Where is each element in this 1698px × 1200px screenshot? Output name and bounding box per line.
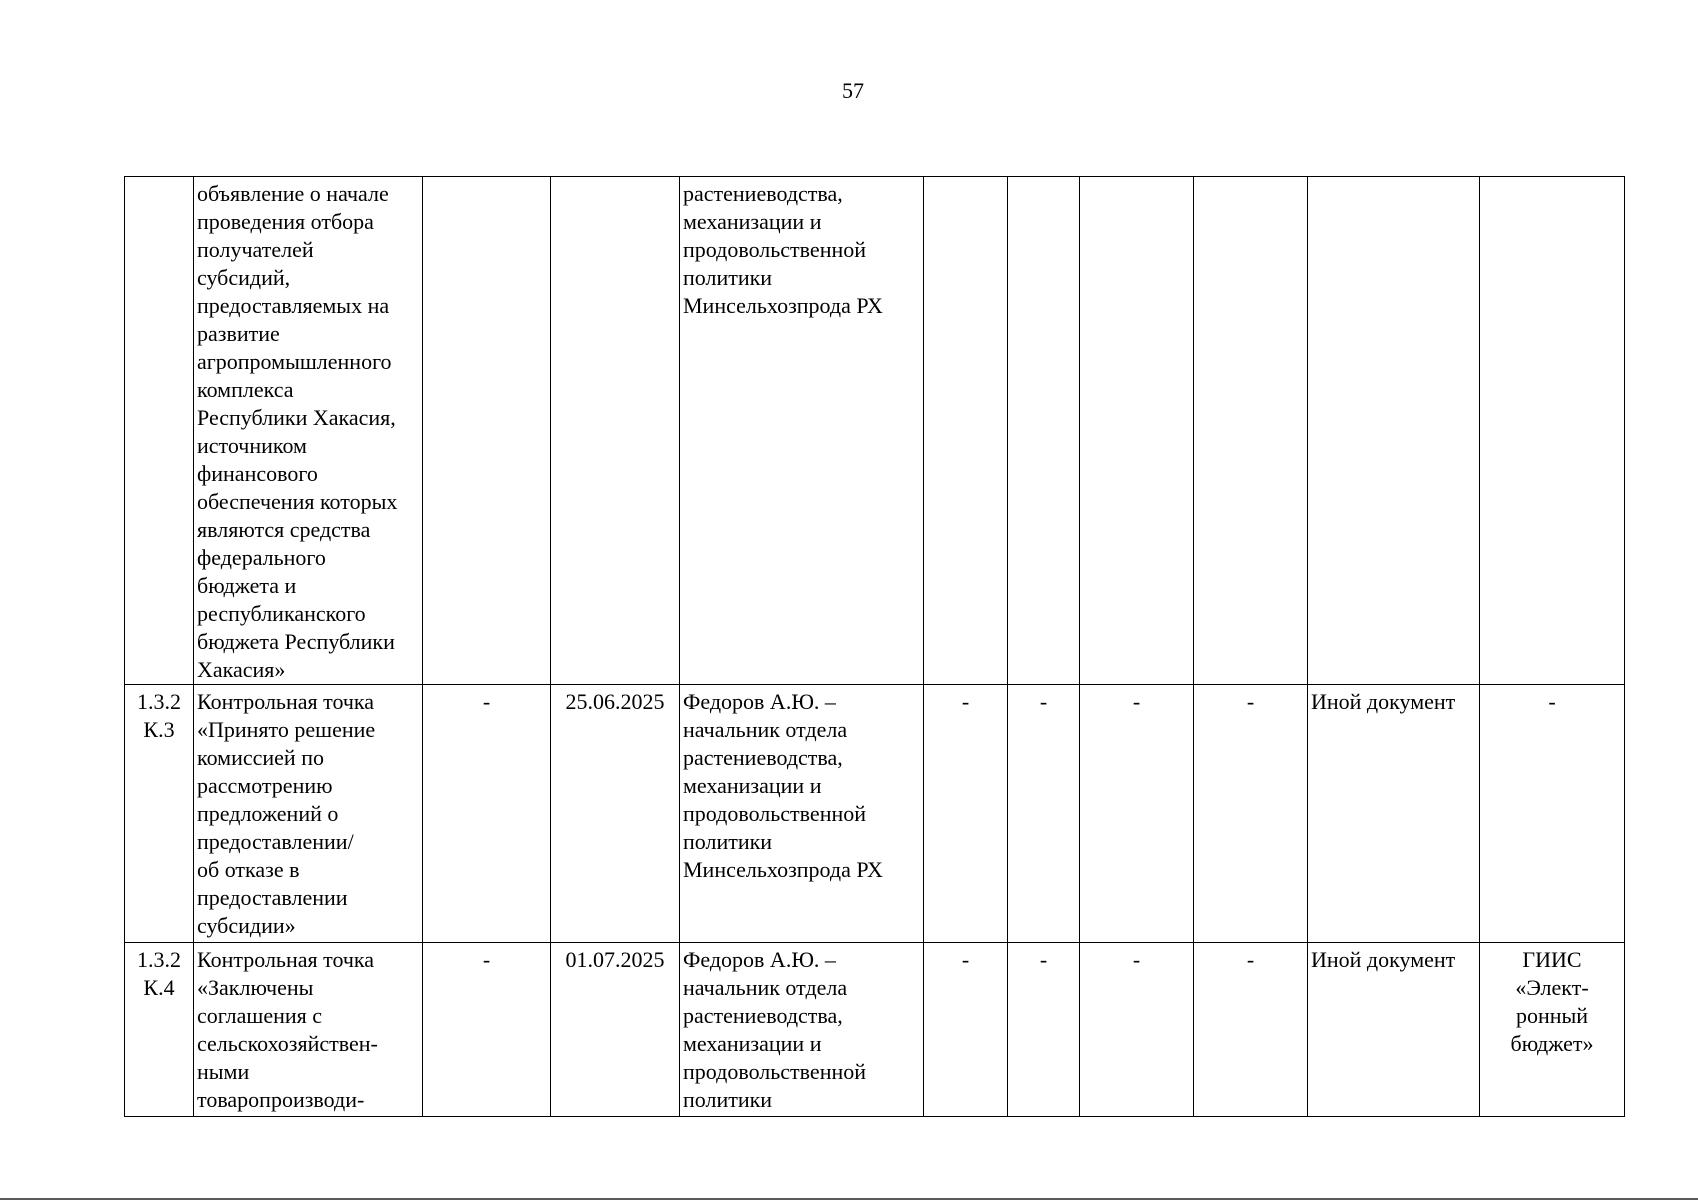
cell-start-date-text: - — [482, 689, 491, 714]
cell-responsible-line: политики — [683, 829, 773, 854]
cell-event-name-line: объявление о начале — [197, 181, 389, 206]
cell-event-name-line: предложений о — [197, 801, 339, 826]
cell-col6 — [924, 943, 1008, 1117]
cell-end-date — [551, 177, 680, 685]
table-row — [125, 177, 1625, 685]
cell-responsible-line: механизации и — [683, 773, 822, 798]
cell-col9 — [1194, 177, 1308, 685]
cell-information-system — [1480, 943, 1625, 1117]
cell-document-type — [1308, 177, 1480, 685]
cell-event-name-line: «Принято решение — [197, 717, 376, 742]
cell-number-line: 1.3.2 — [137, 947, 181, 972]
cell-start-date-text: - — [482, 947, 491, 972]
cell-responsible-line: начальник отдела — [683, 975, 848, 1000]
cell-col8-text: - — [1132, 689, 1141, 714]
cell-responsible-line: продовольственной — [683, 237, 867, 262]
cell-document-type-text: Иной документ — [1311, 947, 1456, 972]
plan-table — [124, 176, 1625, 1117]
cell-event-name-line: Контрольная точка — [197, 689, 375, 714]
cell-col7 — [1008, 685, 1080, 943]
cell-event-name-line: комплекса — [197, 377, 294, 402]
cell-col7 — [1008, 177, 1080, 685]
cell-col6-text: - — [961, 689, 970, 714]
cell-event-name-line: товаропроизводи- — [197, 1087, 365, 1112]
cell-event-name-line: источником — [197, 433, 307, 458]
cell-col7-text: - — [1039, 947, 1048, 972]
cell-event-name-line: получателей — [197, 237, 314, 262]
cell-event-name-line: комиссией по — [197, 745, 324, 770]
cell-start-date — [423, 177, 551, 685]
cell-event-name — [194, 685, 423, 943]
cell-col6 — [924, 685, 1008, 943]
cell-end-date — [551, 685, 680, 943]
cell-col8 — [1080, 177, 1194, 685]
cell-event-name-line: об отказе в — [197, 857, 300, 882]
cell-start-date — [423, 943, 551, 1117]
cell-responsible-line: Федоров А.Ю. – — [683, 947, 836, 972]
cell-col8 — [1080, 685, 1194, 943]
cell-event-name-line: ными — [197, 1059, 250, 1084]
cell-col9-text: - — [1246, 689, 1255, 714]
cell-event-name-line: республиканского — [197, 601, 366, 626]
cell-event-name-line: являются средства — [197, 517, 371, 542]
cell-event-name-line: финансового — [197, 461, 318, 486]
cell-event-name-line: Хакасия» — [197, 657, 286, 682]
cell-responsible-line: политики — [683, 265, 773, 290]
cell-responsible-line: Минсельхозпрода РХ — [683, 857, 883, 882]
cell-event-name-line: предоставляемых на — [197, 293, 390, 318]
cell-responsible-line: политики — [683, 1087, 773, 1112]
cell-responsible-line: начальник отдела — [683, 717, 848, 742]
cell-end-date-text: 25.06.2025 — [565, 689, 665, 714]
cell-event-name-line: Республики Хакасия, — [197, 405, 396, 430]
cell-responsible-line: растениеводства, — [683, 181, 843, 206]
cell-event-name-line: федерального — [197, 545, 326, 570]
cell-col8-text: - — [1132, 947, 1141, 972]
cell-event-name — [194, 177, 423, 685]
cell-col7 — [1008, 943, 1080, 1117]
cell-event-name-line: предоставлении — [197, 885, 348, 910]
cell-responsible-line: Федоров А.Ю. – — [683, 689, 836, 714]
cell-event-name-line: сельскохозяйствен- — [197, 1031, 378, 1056]
cell-number — [125, 177, 194, 685]
cell-event-name-line: бюджета и — [197, 573, 297, 598]
cell-responsible — [680, 943, 924, 1117]
cell-document-type — [1308, 685, 1480, 943]
cell-information-system-line: ГИИС — [1522, 947, 1582, 972]
cell-responsible — [680, 177, 924, 685]
cell-event-name-line: субсидий, — [197, 265, 291, 290]
cell-information-system — [1480, 685, 1625, 943]
table-row — [125, 943, 1625, 1117]
cell-responsible-line: механизации и — [683, 1031, 822, 1056]
cell-number-line: 1.3.2 — [137, 689, 181, 714]
page-number: 57 — [842, 78, 864, 103]
cell-responsible-line: продовольственной — [683, 801, 867, 826]
cell-event-name-line: «Заключены — [197, 975, 314, 1000]
cell-number-line: К.3 — [143, 717, 175, 742]
cell-number — [125, 685, 194, 943]
cell-event-name-line: предоставлении/ — [197, 829, 354, 854]
cell-col9-text: - — [1246, 947, 1255, 972]
cell-event-name-line: проведения отбора — [197, 209, 374, 234]
cell-number — [125, 943, 194, 1117]
cell-information-system — [1480, 177, 1625, 685]
cell-responsible-line: механизации и — [683, 209, 822, 234]
cell-responsible-line: продовольственной — [683, 1059, 867, 1084]
cell-col8 — [1080, 943, 1194, 1117]
cell-col6 — [924, 177, 1008, 685]
cell-document-type-text: Иной документ — [1311, 689, 1456, 714]
cell-event-name-line: развитие — [197, 321, 280, 346]
cell-event-name-line: рассмотрению — [197, 773, 333, 798]
cell-event-name — [194, 943, 423, 1117]
cell-col7-text: - — [1039, 689, 1048, 714]
cell-number-line: К.4 — [143, 975, 175, 1000]
cell-col6-text: - — [961, 947, 970, 972]
cell-information-system-line: «Элект- — [1515, 975, 1589, 1000]
cell-event-name-line: соглашения с — [197, 1003, 323, 1028]
cell-information-system-line: ронный — [1515, 1003, 1589, 1028]
cell-event-name-line: субсидии» — [197, 913, 296, 938]
cell-event-name-line: агропромышленного — [197, 349, 392, 374]
cell-event-name-line: обеспечения которых — [197, 489, 398, 514]
cell-responsible-line: растениеводства, — [683, 745, 843, 770]
cell-col9 — [1194, 685, 1308, 943]
cell-responsible-line: растениеводства, — [683, 1003, 843, 1028]
cell-information-system-line: - — [1548, 689, 1556, 714]
cell-responsible-line: Минсельхозпрода РХ — [683, 293, 883, 318]
cell-document-type — [1308, 943, 1480, 1117]
cell-start-date — [423, 685, 551, 943]
cell-event-name-line: бюджета Республики — [197, 629, 395, 654]
cell-responsible — [680, 685, 924, 943]
cell-end-date — [551, 943, 680, 1117]
table-row — [125, 685, 1625, 943]
cell-end-date-text: 01.07.2025 — [565, 947, 665, 972]
cell-information-system-line: бюджет» — [1510, 1031, 1594, 1056]
cell-event-name-line: Контрольная точка — [197, 947, 375, 972]
cell-col9 — [1194, 943, 1308, 1117]
